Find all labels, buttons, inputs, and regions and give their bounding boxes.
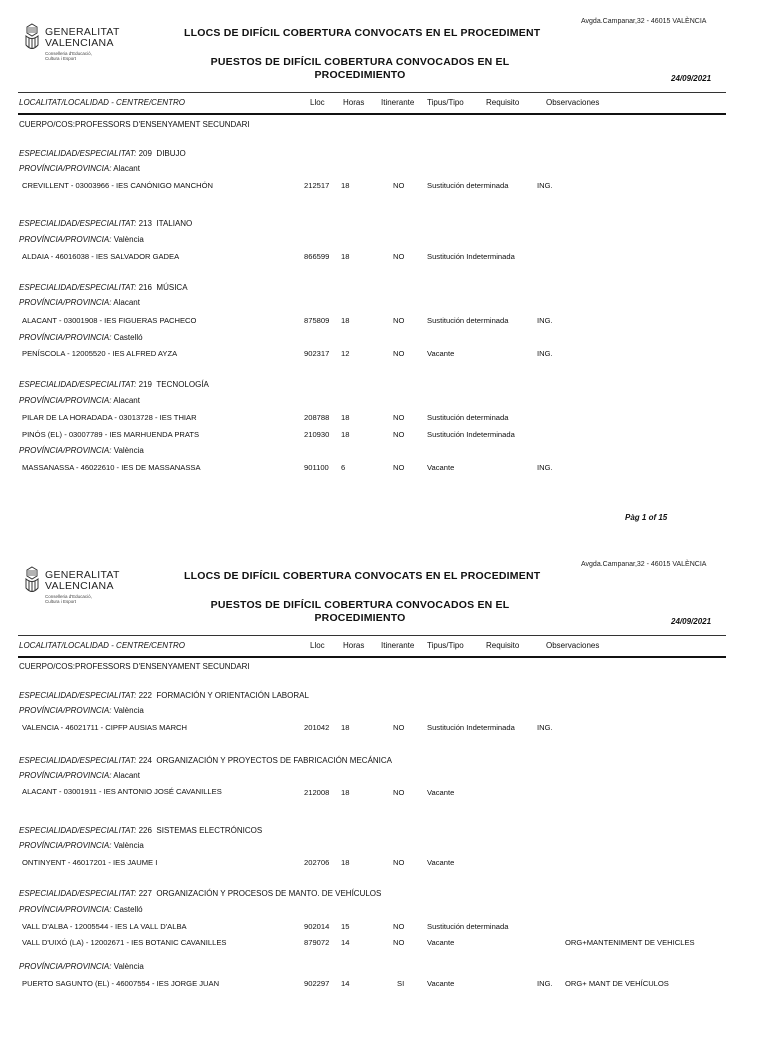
row-horas: 18: [341, 413, 350, 422]
row-requisito: ING.: [537, 979, 553, 988]
row-lloc: 902317: [304, 349, 330, 358]
coat-of-arms-icon: [23, 23, 41, 53]
row-observaciones: ORG+ MANT DE VEHÍCULOS: [565, 979, 669, 988]
row-lloc: 202706: [304, 858, 330, 867]
row-horas: 18: [341, 858, 350, 867]
row-lloc: 901100: [304, 463, 329, 472]
especialidad-heading: ESPECIALIDAD/ESPECIALITAT: 216 MÚSICA: [19, 283, 188, 292]
header-bottom-rule: [18, 656, 726, 658]
provincia-line: PROVÍNCIA/PROVINCIA: València: [19, 446, 144, 455]
especialidad-heading: ESPECIALIDAD/ESPECIALITAT: 227 ORGANIZACIÓN Y PROCESOS DE MANTO. DE VEHÍCULOS: [19, 889, 382, 898]
especialidad-heading: ESPECIALIDAD/ESPECIALITAT: 213 ITALIANO: [19, 219, 193, 228]
row-itinerante: NO: [393, 858, 405, 867]
row-lloc: 208788: [304, 413, 330, 422]
header-top-rule: [18, 92, 726, 93]
col-header-lloc: Lloc: [310, 641, 325, 650]
row-tipo: Vacante: [427, 858, 455, 867]
row-location: VALENCIA - 46021711 - CIPFP AUSIAS MARCH: [22, 723, 188, 732]
row-location: VALL D'ALBA - 12005544 - IES LA VALL D'ALBA: [22, 922, 187, 931]
row-horas: 18: [341, 788, 350, 797]
row-lloc: 212008: [304, 788, 330, 797]
row-itinerante: SI: [397, 979, 405, 988]
provincia-line: PROVÍNCIA/PROVINCIA: Alacant: [19, 396, 140, 405]
title-spanish: PUESTOS DE DIFÍCIL COBERTURA CONVOCADOS EN EL PROCEDIMIENTO: [210, 599, 510, 624]
row-itinerante: NO: [393, 723, 405, 732]
logo-subtext: Conselleria d'Educació, Cultura i Esport: [45, 594, 92, 604]
row-lloc: 212517: [304, 181, 330, 190]
row-itinerante: NO: [393, 413, 405, 422]
cuerpo-line: [19, 120, 250, 129]
row-lloc: 879072: [304, 938, 330, 947]
row-tipo: Sustitución determinada: [427, 413, 509, 422]
provincia-line: PROVÍNCIA/PROVINCIA: Alacant: [19, 164, 140, 173]
row-horas: 15: [341, 922, 350, 931]
page-number: Pàg 1 of 15: [625, 513, 668, 522]
row-requisito: ING.: [537, 463, 553, 472]
row-lloc: 902014: [304, 922, 330, 931]
document-date: 24/09/2021: [671, 617, 712, 626]
logo-text: GENERALITAT VALENCIANA: [45, 26, 120, 49]
row-tipo: Vacante: [427, 979, 455, 988]
row-tipo: Sustitución determinada: [427, 181, 509, 190]
header-bottom-rule: [18, 113, 726, 115]
row-horas: 6: [341, 463, 346, 472]
row-location: PUERTO SAGUNTO (EL) - 46007554 - IES JORGE JUAN: [22, 979, 220, 988]
row-horas: 14: [341, 938, 350, 947]
row-tipo: Sustitución Indeterminada: [427, 430, 515, 439]
row-location: CREVILLENT - 03003966 - IES CANÓNIGO MANCHÓN: [22, 181, 214, 190]
generalitat-logo: [23, 23, 143, 67]
title-valencian: LLOCS DE DIFÍCIL COBERTURA CONVOCATS EN EL PROCEDIMENT: [184, 27, 541, 39]
row-itinerante: NO: [393, 181, 405, 190]
row-tipo: Vacante: [427, 938, 455, 947]
row-horas: 18: [341, 316, 350, 325]
row-horas: 18: [341, 181, 350, 190]
row-tipo: Sustitución determinada: [427, 922, 509, 931]
cuerpo-label: CUERPO/COS:: [19, 662, 76, 671]
provincia-line: PROVÍNCIA/PROVINCIA: Castelló: [19, 333, 143, 342]
provincia-line: PROVÍNCIA/PROVINCIA: Alacant: [19, 298, 140, 307]
provincia-line: PROVÍNCIA/PROVINCIA: València: [19, 962, 144, 971]
title-valencian: LLOCS DE DIFÍCIL COBERTURA CONVOCATS EN EL PROCEDIMENT: [184, 570, 541, 582]
col-header-horas: Horas: [343, 98, 365, 107]
document-page-2: [0, 543, 768, 1043]
row-lloc: 875809: [304, 316, 330, 325]
row-itinerante: NO: [393, 938, 405, 947]
row-itinerante: NO: [393, 349, 405, 358]
row-tipo: Vacante: [427, 349, 455, 358]
cuerpo-value: PROFESSORS D'ENSENYAMENT SECUNDARI: [75, 662, 250, 671]
col-header-itinerante: Itinerante: [381, 641, 415, 650]
col-header-observaciones: Observaciones: [546, 641, 600, 650]
row-requisito: ING.: [537, 349, 553, 358]
row-lloc: 902297: [304, 979, 330, 988]
header-top-rule: [18, 635, 726, 636]
row-tipo: Sustitución Indeterminada: [427, 723, 515, 732]
row-requisito: ING.: [537, 316, 553, 325]
row-lloc: 866599: [304, 252, 330, 261]
row-itinerante: NO: [393, 252, 405, 261]
row-itinerante: NO: [393, 788, 405, 797]
row-tipo: Sustitución determinada: [427, 316, 509, 325]
especialidad-heading: ESPECIALIDAD/ESPECIALITAT: 209 DIBUJO: [19, 149, 186, 158]
cuerpo-value: PROFESSORS D'ENSENYAMENT SECUNDARI: [75, 120, 250, 129]
row-location: PINÓS (EL) - 03007789 - IES MARHUENDA PRATS: [22, 430, 200, 439]
provincia-line: PROVÍNCIA/PROVINCIA: Alacant: [19, 771, 140, 780]
row-location: ALACANT - 03001908 - IES FIGUERAS PACHECO: [22, 316, 197, 325]
col-header-location: LOCALITAT/LOCALIDAD - CENTRE/CENTRO: [19, 641, 185, 650]
especialidad-heading: ESPECIALIDAD/ESPECIALITAT: 222 FORMACIÓN Y ORIENTACIÓN LABORAL: [19, 691, 309, 700]
provincia-line: PROVÍNCIA/PROVINCIA: València: [19, 706, 144, 715]
address: Avgda.Campanar,32 - 46015 VALÈNCIA: [581, 561, 707, 568]
provincia-line: PROVÍNCIA/PROVINCIA: València: [19, 235, 144, 244]
provincia-line: PROVÍNCIA/PROVINCIA: Castelló: [19, 905, 143, 914]
row-location: PILAR DE LA HORADADA - 03013728 - IES THIAR: [22, 413, 197, 422]
row-lloc: 201042: [304, 723, 330, 732]
row-observaciones: ORG+MANTENIMENT DE VEHICLES: [565, 938, 695, 947]
especialidad-heading: ESPECIALIDAD/ESPECIALITAT: 219 TECNOLOGÍA: [19, 380, 209, 389]
row-horas: 18: [341, 723, 350, 732]
cuerpo-line: [19, 662, 250, 671]
document-date: 24/09/2021: [671, 74, 712, 83]
row-location: ALACANT - 03001911 - IES ANTONIO JOSÉ CAVANILLES: [22, 787, 222, 796]
address: Avgda.Campanar,32 - 46015 VALÈNCIA: [581, 18, 707, 25]
row-location: ONTINYENT - 46017201 - IES JAUME I: [22, 858, 158, 867]
row-requisito: ING.: [537, 723, 553, 732]
coat-of-arms-icon: [23, 566, 41, 596]
row-location: MASSANASSA - 46022610 - IES DE MASSANASSA: [22, 463, 201, 472]
generalitat-logo: [23, 566, 143, 610]
col-header-requisito: Requisito: [486, 641, 520, 650]
logo-text: GENERALITAT VALENCIANA: [45, 569, 120, 592]
col-header-horas: Horas: [343, 641, 365, 650]
col-header-requisito: Requisito: [486, 98, 520, 107]
col-header-observaciones: Observaciones: [546, 98, 600, 107]
row-tipo: Sustitución Indeterminada: [427, 252, 515, 261]
especialidad-heading: ESPECIALIDAD/ESPECIALITAT: 224 ORGANIZACIÓN Y PROYECTOS DE FABRICACIÓN MECÁNICA: [19, 756, 393, 765]
row-requisito: ING.: [537, 181, 553, 190]
cuerpo-label: CUERPO/COS:: [19, 120, 76, 129]
row-itinerante: NO: [393, 430, 405, 439]
row-itinerante: NO: [393, 463, 405, 472]
title-spanish: PUESTOS DE DIFÍCIL COBERTURA CONVOCADOS EN EL PROCEDIMIENTO: [210, 56, 510, 81]
col-header-tipo: Tipus/Tipo: [427, 98, 464, 107]
row-horas: 18: [341, 430, 350, 439]
row-itinerante: NO: [393, 922, 405, 931]
row-lloc: 210930: [304, 430, 330, 439]
row-itinerante: NO: [393, 316, 405, 325]
col-header-lloc: Lloc: [310, 98, 325, 107]
row-location: PENÍSCOLA - 12005520 - IES ALFRED AYZA: [22, 349, 178, 358]
row-location: ALDAIA - 46016038 - IES SALVADOR GADEA: [22, 252, 180, 261]
logo-subtext: Conselleria d'Educació, Cultura i Esport: [45, 51, 92, 61]
col-header-tipo: Tipus/Tipo: [427, 641, 464, 650]
row-horas: 12: [341, 349, 350, 358]
row-location: VALL D'UIXÓ (LA) - 12002671 - IES BOTANIC CAVANILLES: [22, 938, 227, 947]
row-tipo: Vacante: [427, 463, 455, 472]
row-horas: 18: [341, 252, 350, 261]
especialidad-heading: ESPECIALIDAD/ESPECIALITAT: 226 SISTEMAS ELECTRÓNICOS: [19, 826, 263, 835]
row-horas: 14: [341, 979, 350, 988]
col-header-location: LOCALITAT/LOCALIDAD - CENTRE/CENTRO: [19, 98, 185, 107]
col-header-itinerante: Itinerante: [381, 98, 415, 107]
row-tipo: Vacante: [427, 788, 455, 797]
provincia-line: PROVÍNCIA/PROVINCIA: València: [19, 841, 144, 850]
